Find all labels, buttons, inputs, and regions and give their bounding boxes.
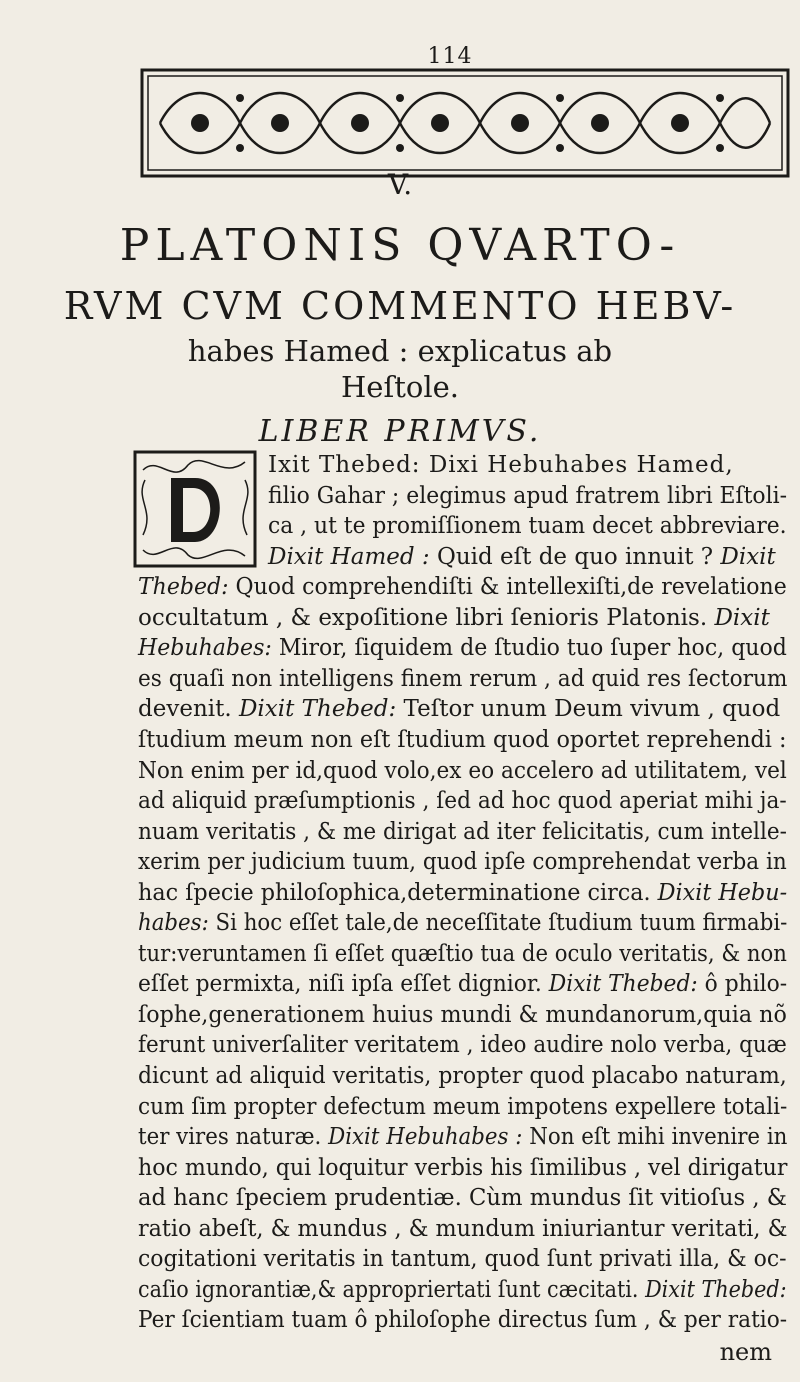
text-run: nuam veritatis , & me dirigat ad iter felicitatis, cum intelle- [138, 818, 787, 845]
text-run: ſophe,generationem huius mundi & mundanorum,quia nõ [138, 1001, 787, 1028]
text-run: Dixit Thebed: [238, 696, 404, 723]
text-run: cogitationi veritatis in tantum, quod ſunt privati illa, & oc- [138, 1246, 787, 1273]
text-line [138, 725, 787, 755]
text-run: Si hoc eſſet tale,de neceſſitate ſtudium tuum firmabi- [215, 910, 788, 937]
text-run: Dixi Hebuhabes Hamed, [428, 452, 734, 478]
title-line-4 [0, 370, 800, 404]
text-run: ter vires naturæ. [138, 1124, 329, 1151]
text-run: ad aliquid præſumptionis , ſed ad hoc quod aperiat mihi ja- [138, 788, 787, 815]
page-number: 114 [427, 44, 473, 69]
text-line [138, 939, 787, 969]
text-line [138, 1061, 787, 1091]
text-line [138, 847, 787, 877]
text-run: eſſet permixta, niſi ipſa eſſet dignior. [138, 971, 549, 998]
text-line [138, 1183, 787, 1213]
text-line [138, 1122, 787, 1152]
text-line [138, 633, 787, 663]
text-line [138, 1153, 787, 1183]
text-run: Dixit Hebuhabes : [328, 1124, 530, 1151]
text-run: dicunt ad aliquid veritatis, propter quod placabo naturam, [138, 1063, 787, 1089]
section-number: V. [387, 168, 413, 201]
text-line [138, 1214, 787, 1244]
decorative-headpiece [140, 68, 790, 178]
title-line-1 [0, 220, 800, 271]
text-line [138, 572, 787, 602]
text-line [268, 511, 787, 541]
text-line [138, 908, 787, 938]
text-line [138, 603, 770, 633]
title-text: RVM CVM COMMENTO HEBV- [63, 284, 737, 328]
title-line-3 [0, 334, 800, 368]
text-run: occultatum , & expoſitione libri ſenioris Platonis. [138, 604, 715, 631]
text-run: filio Gahar ; elegimus apud fratrem libri Eſtoli- [268, 482, 788, 509]
text-run: Dixit Thebed: [548, 971, 705, 998]
text-line [138, 756, 787, 786]
text-run: Dixit Hebu- [657, 879, 788, 906]
text-run: devenit. [138, 696, 239, 723]
catchword: nem [719, 1338, 772, 1366]
text-line [268, 450, 734, 480]
text-run: es quaſi non intelligens finem rerum , ad quid res ſectorum [138, 665, 788, 692]
text-run: Dixit Hamed : [268, 543, 437, 570]
text-run: Hebuhabes: [138, 635, 279, 662]
text-run: Dixit [714, 604, 770, 631]
text-line [138, 969, 787, 999]
text-run: Non enim per id,quod volo,ex eo accelero ad utilitatem, vel [138, 757, 787, 784]
text-run: Quid eſt de quo innuit ? [436, 543, 721, 570]
text-run: Dixit Thebed: [645, 1276, 787, 1303]
text-line [138, 1244, 787, 1274]
text-run: xerim per judicium tuum, quod ipſe comprehendat verba in [138, 849, 787, 876]
text-run: ſtudium meum non eſt ſtudium quod oportet reprehendi : [138, 726, 787, 753]
title-line-2 [0, 284, 800, 328]
text-line [268, 542, 776, 572]
title-text: PLATONIS QVARTO- [119, 220, 681, 271]
title-text: LIBER PRIMVS. [258, 414, 542, 449]
text-run: cum ſim propter defectum meum impotens expellere totali- [138, 1093, 788, 1120]
text-run: Quod comprehendiſti & intellexiſti,de revelatione [235, 574, 787, 601]
text-run: tur:veruntamen ſi eſſet quæſtio tua de oculo veritatis, & non [138, 940, 787, 967]
text-line [138, 694, 780, 724]
text-run: Miror, ſiquidem de ſtudio tuo ſuper hoc, quod [278, 635, 787, 662]
title-text: Heſtole. [341, 370, 459, 404]
text-run: Teſtor unum Deum vivum , quod [403, 696, 781, 723]
title-text: habes Hamed : explicatus ab [187, 334, 613, 368]
text-line [268, 481, 787, 511]
text-run: hac ſpecie philoſophica,determinatione circa. [138, 879, 658, 906]
text-run: Dixit [720, 543, 776, 570]
text-run: Non eſt mihi invenire in [529, 1124, 788, 1151]
text-run: ratio abeſt, & mundus , & mundum iniuriantur veritati, & [138, 1215, 788, 1242]
text-line [138, 1275, 787, 1305]
text-run: Thebed: [138, 574, 236, 601]
text-line [138, 878, 787, 908]
book-heading [0, 414, 800, 449]
text-run: ô philo- [704, 971, 788, 998]
text-run: ad hanc ſpeciem prudentiæ. Cùm mundus ſit vitioſus , & [138, 1185, 787, 1212]
text-run: hoc mundo, qui loquitur verbis his ſimilibus , vel dirigatur [138, 1154, 788, 1181]
text-run: habes: [138, 910, 216, 937]
text-run: caſio ignorantiæ,& appropriertati ſunt cæcitati. [138, 1276, 646, 1303]
text-line [138, 1092, 787, 1122]
text-line [138, 1305, 787, 1335]
text-line [138, 817, 787, 847]
text-run: Ixit Thebed: [268, 452, 429, 478]
text-line [138, 786, 787, 816]
decorated-initial-d [133, 450, 257, 568]
text-run: Per ſcientiam tuam ô philoſophe directus ſum , & per ratio- [138, 1307, 788, 1334]
text-line [138, 664, 787, 694]
text-line [138, 1030, 787, 1060]
text-run: ferunt univerſaliter veritatem , ideo audire nolo verba, quæ [138, 1032, 787, 1059]
text-run: ca , ut te promiſſionem tuam decet abbreviare. [268, 513, 787, 540]
text-line [138, 1000, 787, 1030]
